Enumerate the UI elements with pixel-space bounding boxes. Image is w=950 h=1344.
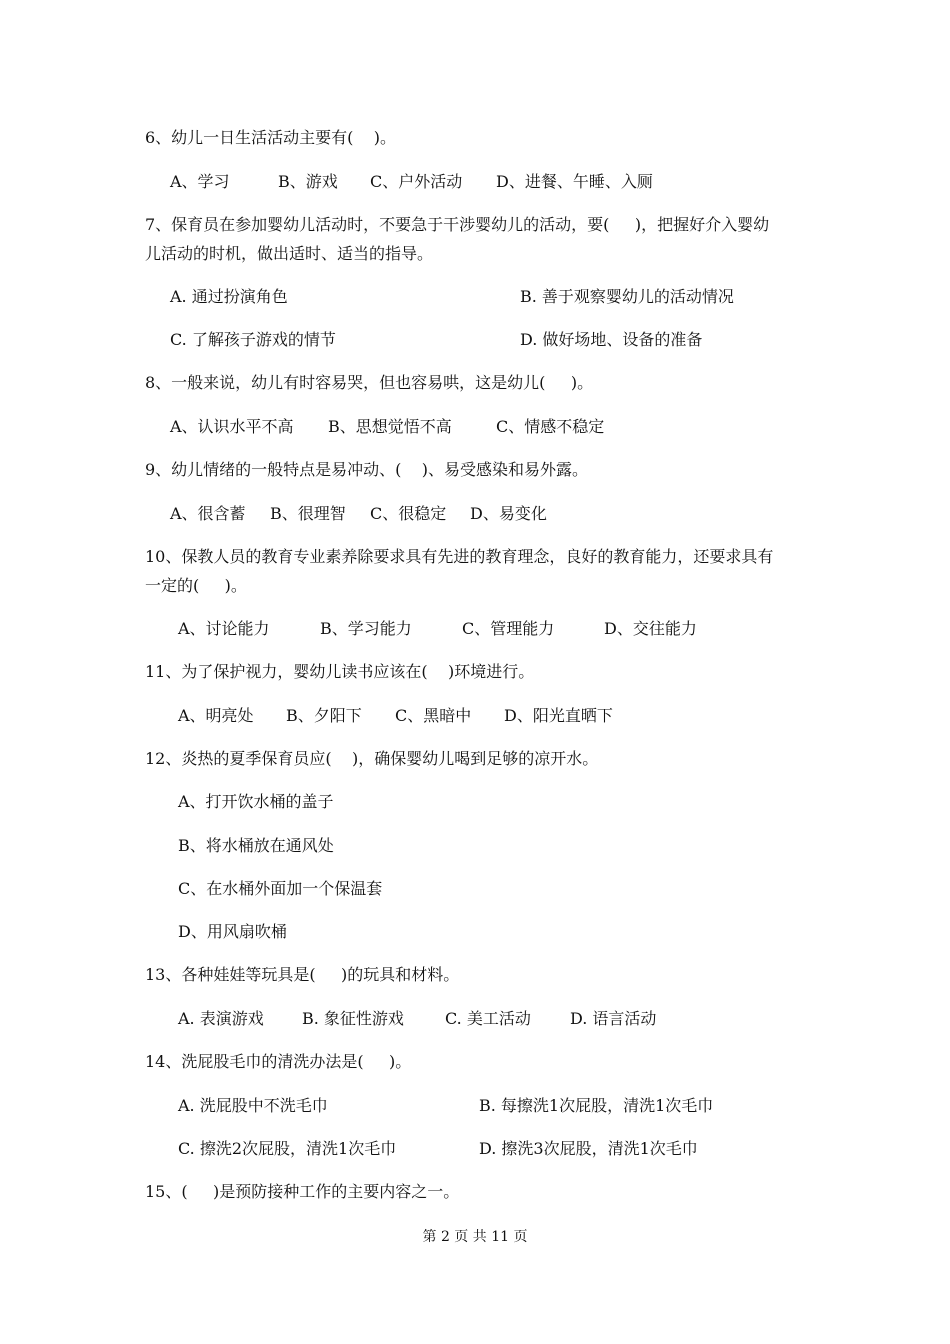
question-12-option-b: B、将水桶放在通风处 (178, 836, 334, 855)
question-6-option-b: B、游戏 (278, 172, 338, 191)
question-10-option-c: C、管理能力 (462, 619, 555, 638)
question-6-stem: 6、幼儿一日生活活动主要有( )。 (145, 128, 397, 147)
question-9-stem: 9、幼儿情绪的一般特点是易冲动、( )、易受感染和易外露。 (145, 460, 589, 479)
question-9-option-c: C、很稳定 (370, 504, 447, 523)
question-14-option-b: B. 每擦洗1次屁股，清洗1次毛巾 (479, 1096, 714, 1115)
question-12-option-a: A、打开饮水桶的盖子 (178, 792, 334, 811)
question-9-option-a: A、很含蓄 (170, 504, 246, 523)
question-8-option-b: B、思想觉悟不高 (328, 417, 452, 436)
question-9-option-d: D、易变化 (470, 504, 547, 523)
question-13-option-a: A. 表演游戏 (178, 1009, 264, 1028)
question-6-option-a: A、学习 (170, 172, 230, 191)
question-10-option-d: D、交往能力 (604, 619, 697, 638)
question-11-option-b: B、夕阳下 (286, 706, 362, 725)
question-11-stem: 11、为了保护视力，婴幼儿读书应该在( )环境进行。 (145, 662, 535, 681)
question-13-option-d: D. 语言活动 (570, 1009, 657, 1028)
question-9-option-b: B、很理智 (270, 504, 346, 523)
question-8-option-c: C、情感不稳定 (496, 417, 605, 436)
question-7-option-a: A. 通过扮演角色 (170, 287, 288, 306)
question-10-stem-line-1: 10、保教人员的教育专业素养除要求具有先进的教育理念，良好的教育能力，还要求具有 (145, 547, 774, 566)
question-14-option-c: C. 擦洗2次屁股，清洗1次毛巾 (178, 1139, 397, 1158)
question-13-option-c: C. 美工活动 (445, 1009, 531, 1028)
question-7-option-b: B. 善于观察婴幼儿的活动情况 (520, 287, 734, 306)
page-number-footer: 第 2 页 共 11 页 (422, 1229, 528, 1245)
question-11-option-c: C、黑暗中 (395, 706, 472, 725)
question-12-stem: 12、炎热的夏季保育员应( )，确保婴幼儿喝到足够的凉开水。 (145, 749, 599, 768)
question-12-option-c: C、在水桶外面加一个保温套 (178, 879, 383, 898)
question-6-option-c: C、户外活动 (370, 172, 463, 191)
question-11-option-d: D、阳光直晒下 (504, 706, 613, 725)
question-10-option-a: A、讨论能力 (178, 619, 270, 638)
question-15-stem: 15、( )是预防接种工作的主要内容之一。 (145, 1182, 460, 1201)
question-11-option-a: A、明亮处 (178, 706, 254, 725)
question-7-option-c: C. 了解孩子游戏的情节 (170, 330, 336, 349)
question-8-option-a: A、认识水平不高 (170, 417, 294, 436)
question-10-stem-line-2: 一定的( )。 (145, 576, 247, 595)
question-13-stem: 13、各种娃娃等玩具是( )的玩具和材料。 (145, 965, 460, 984)
question-7-option-d: D. 做好场地、设备的准备 (520, 330, 703, 349)
question-13-option-b: B. 象征性游戏 (302, 1009, 404, 1028)
question-14-option-d: D. 擦洗3次屁股，清洗1次毛巾 (479, 1139, 698, 1158)
question-7-stem-line-1: 7、保育员在参加婴幼儿活动时，不要急于干涉婴幼儿的活动，要( )，把握好介入婴幼 (145, 215, 770, 234)
question-12-option-d: D、用风扇吹桶 (178, 922, 287, 941)
question-14-option-a: A. 洗屁股中不洗毛巾 (178, 1096, 328, 1115)
question-10-option-b: B、学习能力 (320, 619, 412, 638)
question-6-option-d: D、进餐、午睡、入厕 (496, 172, 653, 191)
question-14-stem: 14、洗屁股毛巾的清洗办法是( )。 (145, 1052, 412, 1071)
question-7-stem-line-2: 儿活动的时机，做出适时、适当的指导。 (145, 244, 434, 263)
question-8-stem: 8、一般来说，幼儿有时容易哭，但也容易哄，这是幼儿( )。 (145, 373, 594, 392)
